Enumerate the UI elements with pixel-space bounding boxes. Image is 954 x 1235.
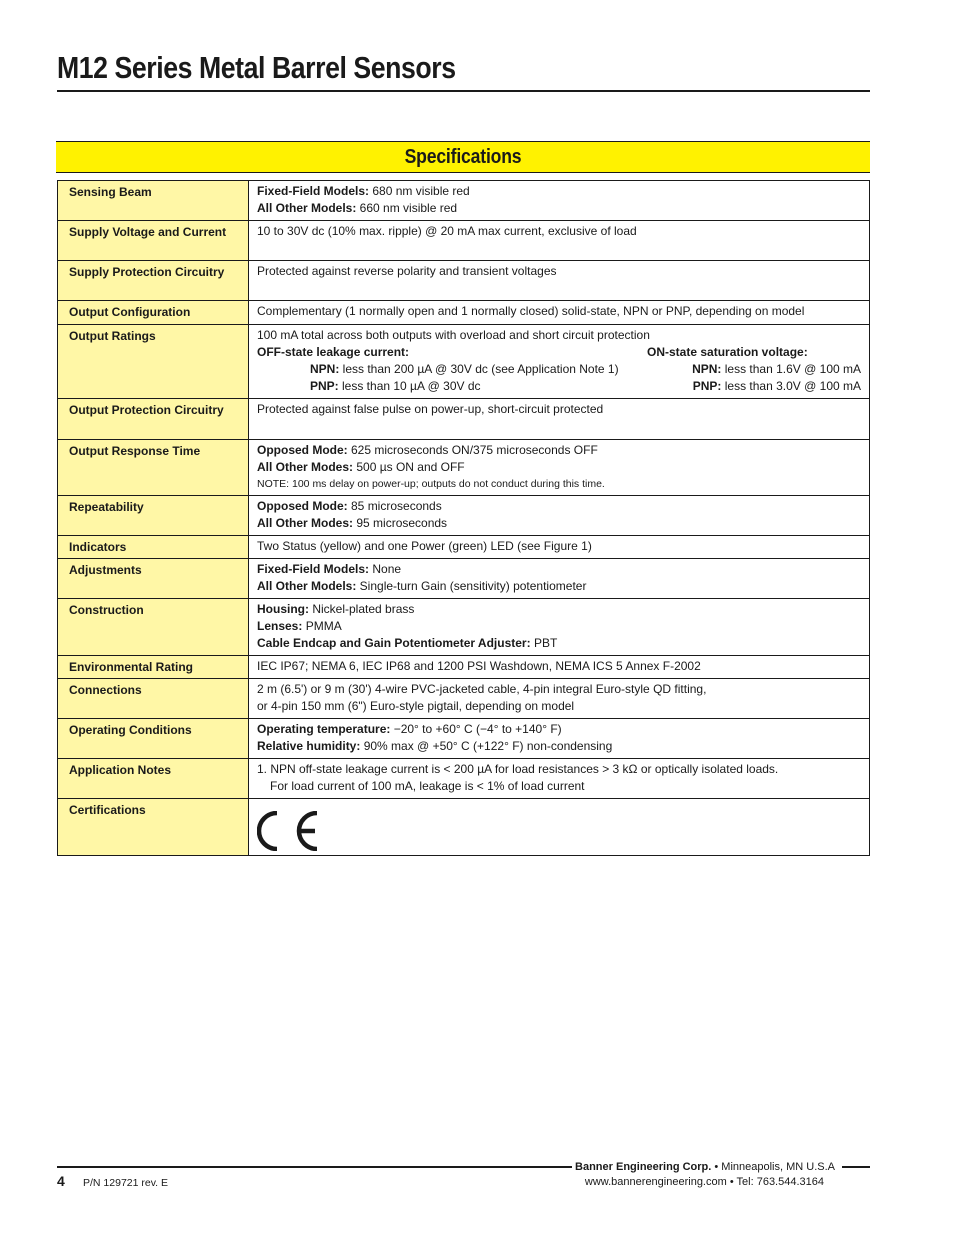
spec-label: Supply Voltage and Current — [58, 221, 249, 261]
spec-row-supply-voltage — [58, 221, 870, 261]
spec-row-output-configuration — [58, 301, 870, 325]
specifications-table — [57, 180, 870, 856]
spec-row-repeatability — [58, 496, 870, 536]
spec-row-environmental-rating — [58, 656, 870, 679]
spec-label: Output Protection Circuitry — [58, 399, 249, 440]
spec-row-supply-protection — [58, 261, 870, 301]
spec-value: Opposed Mode: 85 microseconds All Other Modes: 95 microseconds — [249, 496, 870, 536]
spec-row-output-response-time — [58, 440, 870, 496]
page-title: M12 Series Metal Barrel Sensors — [57, 50, 456, 85]
spec-value: Protected against false pulse on power-up, short-circuit protected — [249, 399, 870, 440]
spec-value: IEC IP67; NEMA 6, IEC IP68 and 1200 PSI Washdown, NEMA ICS 5 Annex F-2002 — [249, 656, 870, 679]
footer-rule-left — [57, 1166, 572, 1168]
spec-value — [249, 799, 870, 856]
spec-row-application-notes — [58, 759, 870, 799]
spec-value: Opposed Mode: 625 microseconds ON/375 microseconds OFF All Other Modes: 500 µs ON and OFF NOTE: 100 ms delay on power-up; outputs do not conduct during this time. — [249, 440, 870, 496]
spec-label: Certifications — [58, 799, 249, 856]
spec-value: Two Status (yellow) and one Power (green) LED (see Figure 1) — [249, 536, 870, 559]
spec-row-output-ratings — [58, 325, 870, 399]
output-ratings-grid — [257, 344, 861, 395]
spec-label: Application Notes — [58, 759, 249, 799]
spec-row-sensing-beam — [58, 181, 870, 221]
part-number: P/N 129721 rev. E — [83, 1177, 169, 1189]
spec-label: Construction — [58, 599, 249, 656]
spec-value: Complementary (1 normally open and 1 normally closed) solid-state, NPN or PNP, depending on model — [249, 301, 870, 325]
spec-row-output-protection — [58, 399, 870, 440]
ce-mark-icon — [257, 811, 319, 851]
spec-value: 10 to 30V dc (10% max. ripple) @ 20 mA max current, exclusive of load — [249, 221, 870, 261]
spec-value: Protected against reverse polarity and transient voltages — [249, 261, 870, 301]
footer-rule-right — [842, 1166, 870, 1168]
response-time-note: NOTE: 100 ms delay on power-up; outputs do not conduct during this time. — [257, 478, 605, 490]
spec-row-construction — [58, 599, 870, 656]
spec-label: Sensing Beam — [58, 181, 249, 221]
spec-label: Adjustments — [58, 559, 249, 599]
spec-label: Output Configuration — [58, 301, 249, 325]
spec-row-connections — [58, 679, 870, 719]
contact-line: www.bannerengineering.com • Tel: 763.544.3164 — [584, 1176, 824, 1188]
spec-label: Connections — [58, 679, 249, 719]
spec-label: Repeatability — [58, 496, 249, 536]
spec-label: Supply Protection Circuitry — [58, 261, 249, 301]
spec-value: Fixed-Field Models: 680 nm visible red All Other Models: 660 nm visible red — [249, 181, 870, 221]
spec-value: 1. NPN off-state leakage current is < 200 µA for load resistances > 3 kΩ or optically isolated loads. For load current of 100 mA, leakage is < 1% of load current — [249, 759, 870, 799]
spec-value: Operating temperature: −20° to +60° C (−4° to +140° F) Relative humidity: 90% max @ +50° C (+122° F) non-condensing — [249, 719, 870, 759]
spec-row-certifications — [58, 799, 870, 856]
spec-label: Output Response Time — [58, 440, 249, 496]
spec-label: Operating Conditions — [58, 719, 249, 759]
company-line: Banner Engineering Corp. • Minneapolis, MN U.S.A — [575, 1161, 835, 1173]
spec-value: 100 mA total across both outputs with overload and short circuit protection OFF-state leakage current: NPN: less than 200 µA @ 30V dc (see Application Note 1) PNP: less than 10 µA @ 30V dc ON-state saturation voltage: NPN: less than 1.6V @ 100 mA PNP: less than 3.0V @ 100 mA — [249, 325, 870, 399]
spec-value: Housing: Nickel-plated brass Lenses: PMMA Cable Endcap and Gain Potentiometer Adjuster: PBT — [249, 599, 870, 656]
page-number: 4 — [57, 1173, 65, 1189]
spec-row-adjustments — [58, 559, 870, 599]
spec-value: 2 m (6.5') or 9 m (30') 4-wire PVC-jacketed cable, 4-pin integral Euro-style QD fitting, or 4-pin 150 mm (6") Euro-style pigtail, depending on model — [249, 679, 870, 719]
off-state-column: OFF-state leakage current: NPN: less than 200 µA @ 30V dc (see Application Note 1) PNP: less than 10 µA @ 30V dc — [257, 345, 619, 393]
spec-label: Indicators — [58, 536, 249, 559]
spec-row-operating-conditions — [58, 719, 870, 759]
title-rule — [57, 90, 870, 92]
spec-row-indicators — [58, 536, 870, 559]
spec-label: Environmental Rating — [58, 656, 249, 679]
specifications-heading: Specifications — [404, 146, 522, 168]
spec-label: Output Ratings — [58, 325, 249, 399]
on-state-column: ON-state saturation voltage: NPN: less than 1.6V @ 100 mA PNP: less than 3.0V @ 100 mA — [647, 345, 861, 393]
spec-value: Fixed-Field Models: None All Other Models: Single-turn Gain (sensitivity) potentiometer — [249, 559, 870, 599]
specifications-banner — [56, 141, 870, 173]
